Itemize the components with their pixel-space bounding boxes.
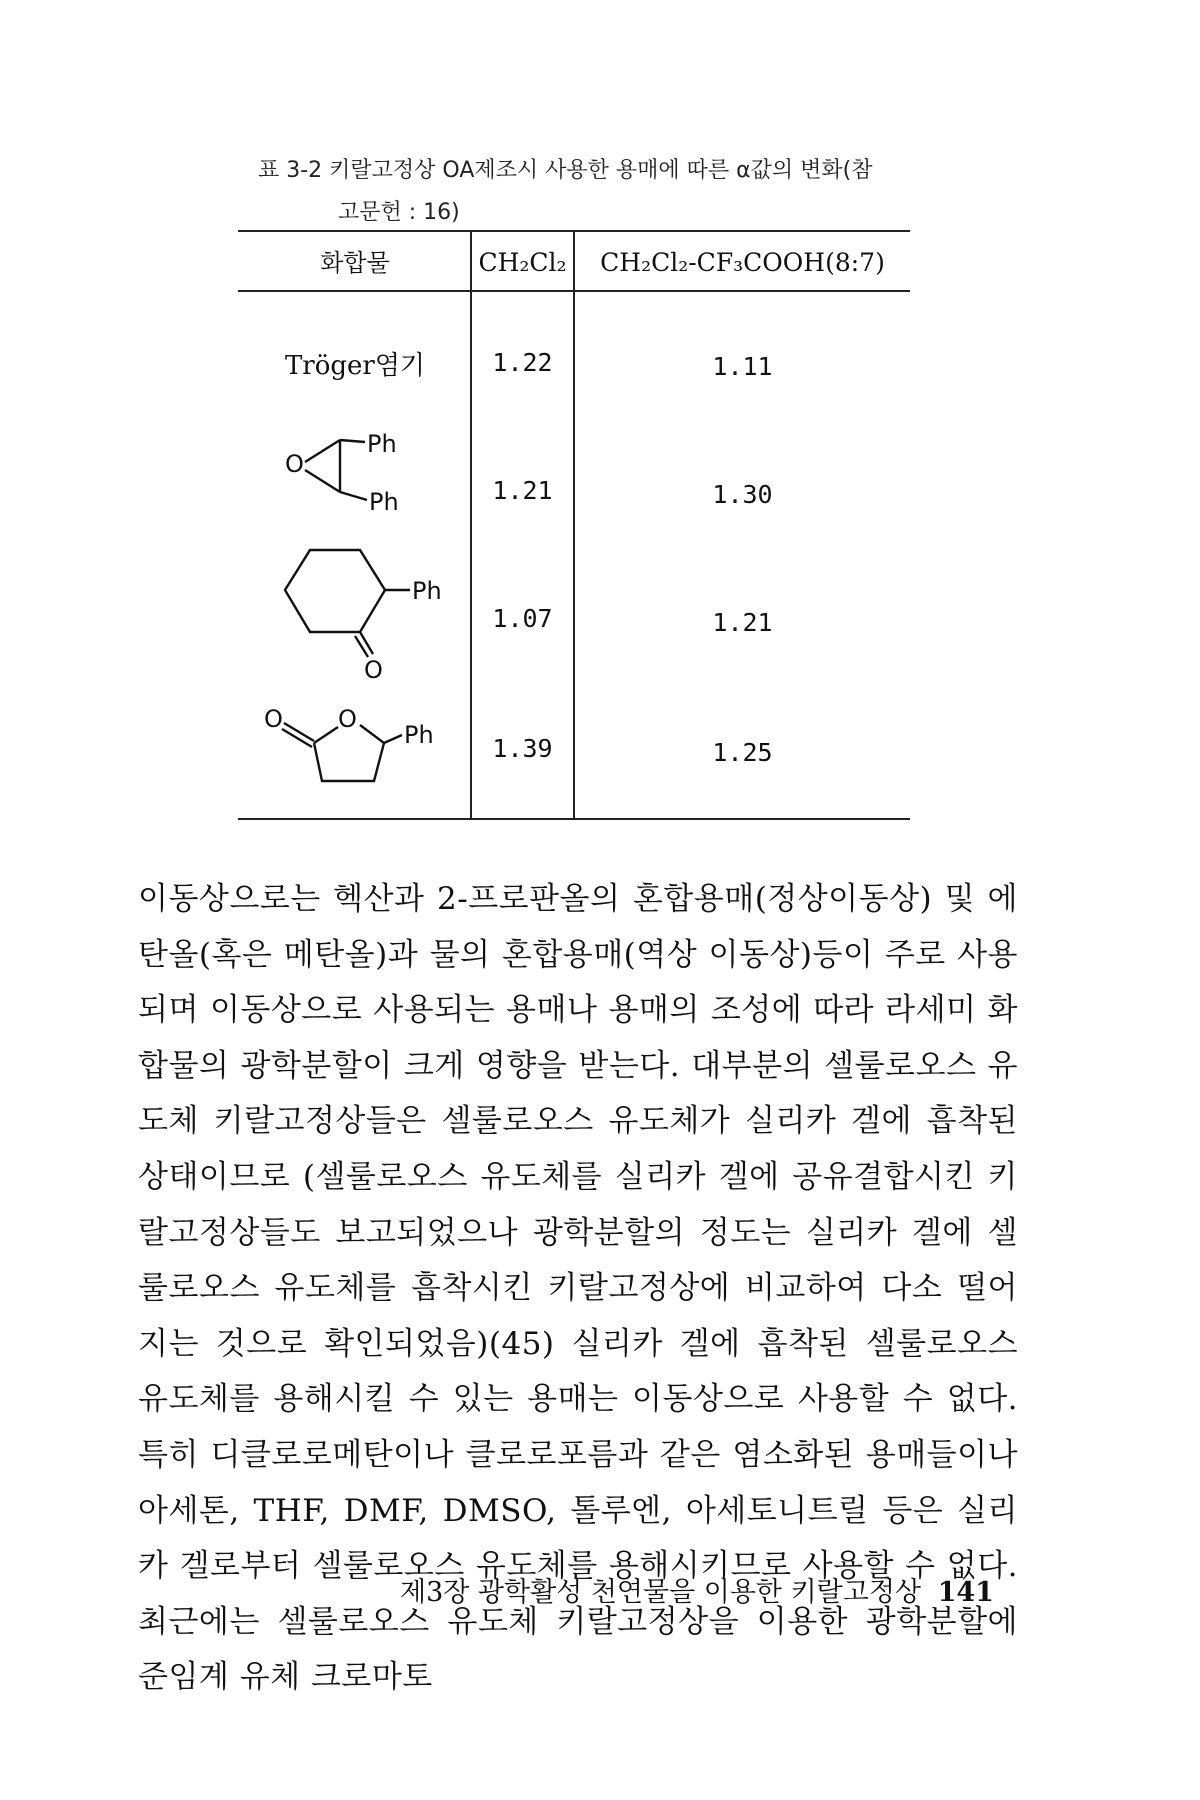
cyclohexanone-ph-label: Ph	[412, 577, 442, 605]
table-caption	[258, 150, 938, 234]
cyclohexanone-structure-icon	[280, 540, 460, 684]
epoxide-ph-bottom-label: Ph	[369, 488, 399, 516]
value-row4-ch2cl2: 1.39	[492, 734, 553, 763]
epoxide-structure-icon	[285, 430, 455, 520]
cyclohexanone-o-label: O	[364, 656, 383, 684]
value-row1-mix: 1.11	[712, 352, 773, 381]
compound-troger-base: Tröger염기	[284, 351, 426, 381]
value-row3-ch2cl2: 1.07	[492, 604, 553, 633]
body-paragraph: 이동상으로는 헥산과 2-프로판올의 혼합용매(정상이동상) 및 에탄올(혹은 메탄올)과 물의 혼합용매(역상 이동상)등이 주로 사용되며 이동상으로 사용되는 용매나 용매의 조성에 따라 라세미 화합물의 광학분할이 크게 영향을 받는다. 대부분의 셀룰로오스 유도체 키랄고정상들은 셀룰로오스 유도체가 실리카 겔에 흡착된 상태이므로 (셀룰로오스 유도체를 실리카 겔에 공유결합시킨 키랄고정상들도 보고되었으나 광학분할의 정도는 실리카 겔에 셀룰로오스 유도체를 흡착시킨 키랄고정상에 비교하여 다소 떨어지는 것으로 확인되었음)(45) 실리카 겔에 흡착된 셀룰로오스 유도체를 용해시킬 수 있는 용매는 이동상으로 사용할 수 없다. 특히 디클로로메탄이나 클로로포름과 같은 염소화된 용매들이나 아세톤, THF, DMF, DMSO, 톨루엔, 아세토니트릴 등은 실리카 겔로부터 셀룰로오스 유도체를 용해시키므로 사용할 수 없다. 최근에는 셀룰로오스 유도체 키랄고정상을 이용한 광학분할에 준임계 유체 크로마토	[138, 881, 1018, 1696]
lactone-ph-label: Ph	[404, 721, 434, 749]
lactone-carbonyl-o-label: O	[264, 705, 283, 733]
value-row2-mix: 1.30	[712, 480, 773, 509]
value-row1-ch2cl2: 1.22	[492, 348, 553, 377]
page-number: 141	[937, 1577, 994, 1608]
value-row2-ch2cl2: 1.21	[492, 476, 553, 505]
epoxide-ph-top-label: Ph	[367, 430, 397, 458]
header-ch2cl2: CH₂Cl₂	[478, 248, 567, 277]
lactone-ring-o-label: O	[338, 705, 357, 733]
table-column-divider-1	[470, 230, 472, 820]
lactone-structure-icon	[262, 705, 462, 805]
value-row3-mix: 1.21	[712, 608, 773, 637]
page-footer	[400, 1570, 1000, 1609]
caption-line-2: 고문헌 : 16)	[338, 200, 460, 225]
table-column-divider-2	[573, 230, 575, 820]
caption-line-1: 표 3-2 키랄고정상 OA제조시 사용한 용매에 따른 α값의 변화(참	[258, 158, 873, 183]
value-row4-mix: 1.25	[712, 738, 773, 767]
running-chapter-title: 제3장 광학활성 천연물을 이용한 키랄고정상	[400, 1577, 921, 1608]
epoxide-o-label: O	[285, 450, 304, 478]
header-compound: 화합물	[320, 249, 390, 277]
header-mixture: CH₂Cl₂-CF₃COOH(8:7)	[600, 248, 885, 277]
